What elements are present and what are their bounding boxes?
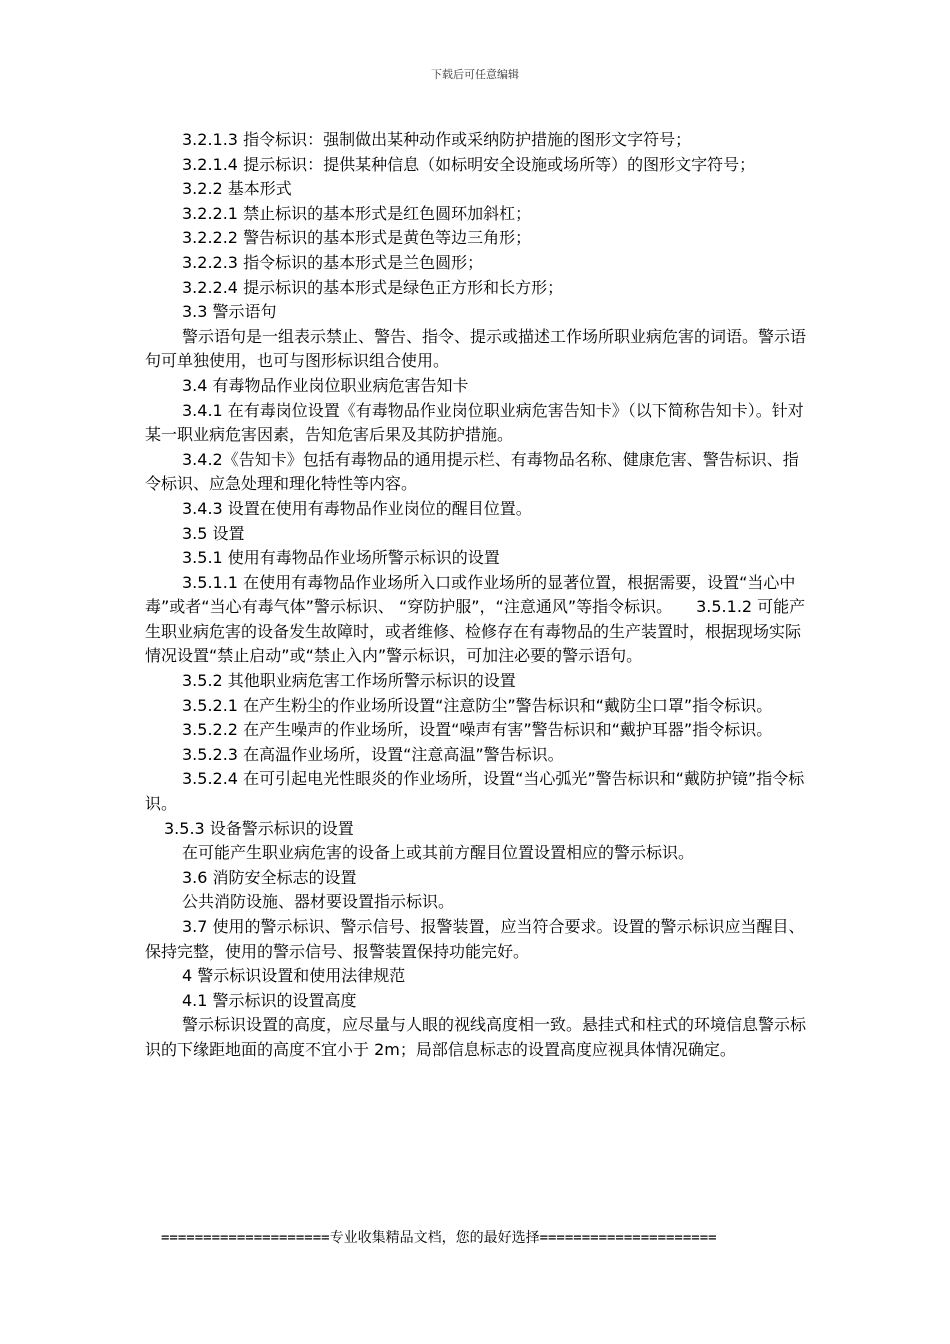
paragraph: 公共消防设施、器材要设置指示标识。 <box>182 892 455 912</box>
paragraph: 3.2.2.3 指令标识的基本形式是兰色圆形； <box>182 252 484 272</box>
paragraph: 3.4.2《告知卡》包括有毒物品的通用提示栏、有毒物品名称、健康危害、警告标识、指令标识、应急处理和理化特性等内容。 <box>145 449 799 494</box>
paragraph: 3.2.2.2 警告标识的基本形式是黄色等边三角形； <box>182 228 532 248</box>
document-body <box>145 128 810 1063</box>
paragraph: 3.2.2.1 禁止标识的基本形式是红色圆环加斜杠； <box>182 203 532 223</box>
paragraph: 3.4 有毒物品作业岗位职业病危害告知卡 <box>182 375 469 395</box>
paragraph: 3.5.2.3 在高温作业场所，设置“注意高温”警告标识。 <box>182 744 564 764</box>
paragraph: 3.5.2 其他职业病危害工作场所警示标识的设置 <box>182 671 516 691</box>
paragraph: 3.7 使用的警示标识、警示信号、报警装置，应当符合要求。设置的警示标识应当醒目、保持完整，使用的警示信号、报警装置保持功能完好。 <box>145 917 805 961</box>
paragraph: 3.2.1.3 指令标识：强制做出某种动作或采纳防护措施的图形文字符号； <box>182 130 692 149</box>
paragraph: 4.1 警示标识的设置高度 <box>182 990 357 1010</box>
paragraph: 3.2.1.4 提示标识：提供某种信息（如标明安全设施或场所等）的图形文字符号； <box>182 154 756 174</box>
paragraph: 3.3 警示语句 <box>182 302 277 322</box>
paragraph: 3.5.1 使用有毒物品作业场所警示标识的设置 <box>182 548 500 568</box>
paragraph: 警示语句是一组表示禁止、警告、指令、提示或描述工作场所职业病危害的词语。警示语句可单独使用，也可与图形标识组合使用。 <box>145 326 807 371</box>
paragraph: 4 警示标识设置和使用法律规范 <box>182 966 406 986</box>
paragraph: 警示标识设置的高度，应尽量与人眼的视线高度相一致。悬挂式和柱式的环境信息警示标识的下缘距地面的高度不宜小于 2m；局部信息标志的设置高度应视具体情况确定。 <box>145 1015 807 1059</box>
paragraph: 3.4.1 在有毒岗位设置《有毒物品作业岗位职业病危害告知卡》（以下简称告知卡）。针对某一职业病危害因素，告知危害后果及其防护措施。 <box>145 400 804 445</box>
paragraph: 3.2.2.4 提示标识的基本形式是绿色正方形和长方形； <box>182 277 564 297</box>
paragraph: 3.6 消防安全标志的设置 <box>182 867 357 887</box>
paragraph: 3.2.2 基本形式 <box>182 179 292 199</box>
paragraph: 3.5.1.1 在使用有毒物品作业场所入口或作业场所的显著位置，根据需要，设置“当心中毒”或者“当心有毒气体”警示标识、 “穿防护服”，“注意通风”等指令标识。 3.5.1.2 可能产生职业病危害的设备发生故障时，或者维修、检修存在有毒物品的生产装置时，根据现场实际情况设置“禁止启动”或“禁止入内”警示标识，可加注必要的警示语句。 <box>145 572 806 666</box>
paragraph: 3.5.2.2 在产生噪声的作业场所，设置“噪声有害”警告标识和“戴护耳器”指令标识。 <box>182 720 773 740</box>
page-footer: ====================专业收集精品文档，您的最好选择===================== <box>161 1230 717 1246</box>
paragraph: 3.4.3 设置在使用有毒物品作业岗位的醒目位置。 <box>182 498 532 518</box>
paragraph: 在可能产生职业病危害的设备上或其前方醒目位置设置相应的警示标识。 <box>182 843 695 863</box>
paragraph: 3.5.3 设备警示标识的设置 <box>164 818 354 838</box>
paragraph: 3.5 设置 <box>182 523 245 543</box>
page-header: 下载后可任意编辑 <box>431 68 519 81</box>
paragraph: 3.5.2.4 在可引起电光性眼炎的作业场所，设置“当心弧光”警告标识和“戴防护镜”指令标识。 <box>145 769 805 814</box>
paragraph: 3.5.2.1 在产生粉尘的作业场所设置“注意防尘”警告标识和“戴防尘口罩”指令标识。 <box>182 695 773 715</box>
